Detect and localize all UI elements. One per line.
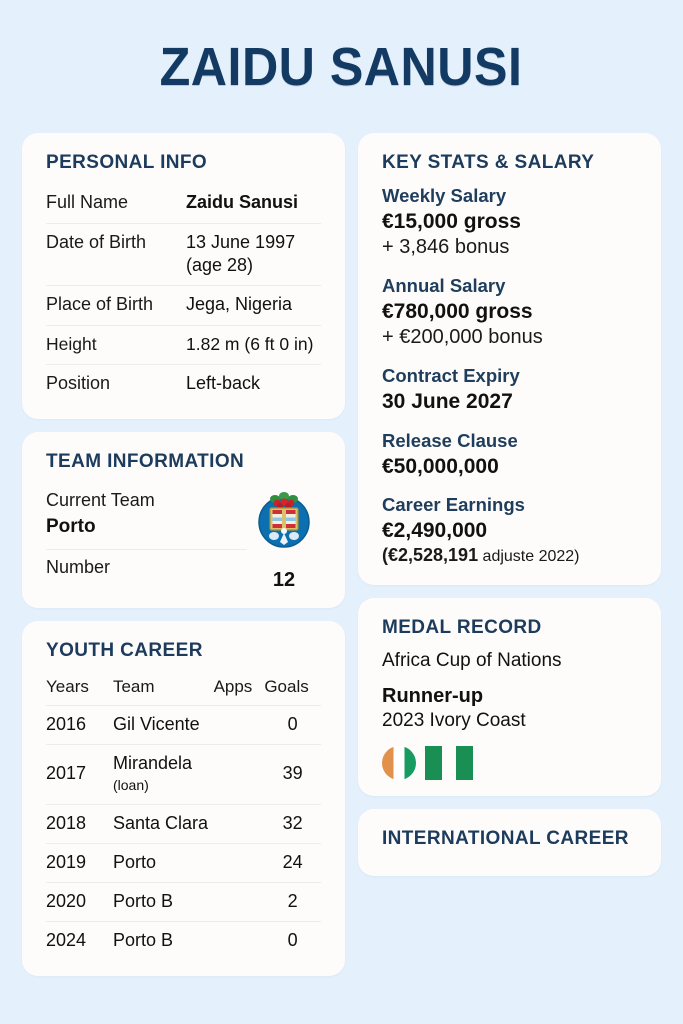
cell-team-name: Gil Vicente [112,713,200,734]
cell-team [105,882,214,921]
release-clause-label: Release Clause [382,429,518,451]
cell-years: 2024 [46,929,87,950]
medal-event-name: Africa Cup of Nations [382,650,562,672]
contract-expiry-block [382,364,637,415]
release-clause-value: €50,000,000 [382,454,499,478]
team-information-card [22,432,345,608]
career-earnings-value: €2,490,000 [382,519,488,543]
cell-apps [214,705,265,744]
cell-team [105,921,214,960]
annual-salary-block [382,274,637,350]
cell-team [105,744,214,804]
cell-team-name: Porto B [112,890,173,911]
column-header-goals: Goals [264,673,321,706]
medal-placement: Runner-up [382,685,484,708]
cell-goals: 0 [264,705,321,744]
table-row [46,365,321,403]
cell-apps [214,921,265,960]
porto-crest-icon [253,487,315,549]
position-value: Left-back [186,372,261,393]
key-stats-card [358,133,661,585]
table-row [46,286,321,325]
full-name-value: Zaidu Sanusi [186,192,299,213]
youth-career-table [46,673,321,960]
annual-salary-bonus: + €200,000 bonus [382,325,543,348]
cell-goals: 32 [264,804,321,843]
cell-team-name: Porto B [112,929,173,950]
left-column [22,133,345,976]
career-earnings-block [382,493,637,567]
cell-years: 2017 [46,744,105,804]
cell-team [105,843,214,882]
current-team-label: Current Team [46,490,155,511]
contract-expiry-value: 30 June 2027 [382,389,513,413]
international-career-card [358,809,661,876]
cards-grid [22,133,661,976]
table-row [46,804,321,843]
cell-apps [214,744,265,804]
table-row [46,326,321,365]
ivory-coast-flag-icon [382,746,416,780]
height-value: 1.82 m (6 ft 0 in) [186,333,314,354]
position-label: Position [46,372,111,393]
date-of-birth-value: 13 June 1997 (age 28) [186,231,296,276]
nigeria-flag-icon [425,746,473,780]
page-title: ZAIDU SANUSI [160,36,523,97]
full-name-label: Full Name [46,192,129,213]
page-header [0,0,683,133]
annual-salary-label: Annual Salary [382,275,506,297]
number-label: Number [46,557,111,578]
key-stats-title: KEY STATS & SALARY [382,152,595,173]
table-row [46,744,321,804]
release-clause-block [382,429,637,480]
weekly-salary-label: Weekly Salary [382,185,507,207]
international-career-title: INTERNATIONAL CAREER [382,827,629,849]
cell-team [105,804,214,843]
column-header-years: Years [46,673,105,706]
cell-team-note: (loan) [112,776,149,793]
annual-salary-value: €780,000 gross [382,300,533,324]
current-team-value: Porto [46,516,96,538]
cell-team [105,705,214,744]
place-of-birth-label: Place of Birth [46,294,154,315]
weekly-salary-block [382,184,637,260]
weekly-salary-value: €15,000 gross [382,210,521,234]
height-label: Height [46,333,97,354]
personal-info-title: PERSONAL INFO [46,152,208,173]
weekly-salary-bonus: + 3,846 bonus [382,236,510,259]
column-header-team: Team [105,673,214,706]
team-information-title: TEAM INFORMATION [46,451,245,473]
contract-expiry-label: Contract Expiry [382,364,520,386]
cell-goals: 0 [287,929,298,950]
cell-years: 2018 [46,804,105,843]
table-header-row [46,673,321,706]
youth-career-title: YOUTH CAREER [46,640,203,662]
cell-team-name: Santa Clara [112,812,209,833]
date-of-birth-label: Date of Birth [46,231,147,252]
cell-team-name: Porto [112,851,156,872]
youth-career-card [22,621,345,975]
table-row [46,843,321,882]
shirt-number-value: 12 [272,569,296,592]
medal-record-title: MEDAL RECORD [382,616,542,638]
table-row [46,882,321,921]
cell-goals: 39 [264,744,321,804]
flags-row [382,746,637,780]
cell-apps [214,843,265,882]
cell-years: 2019 [46,843,105,882]
medal-record-card [358,598,661,796]
number-row [46,550,247,590]
column-header-apps: Apps [214,673,265,706]
cell-apps [214,882,265,921]
place-of-birth-value: Jega, Nigeria [186,294,293,315]
career-earnings-adjusted-amount: (€2,528,191 [382,544,479,565]
right-column [358,133,661,976]
cell-goals: 24 [264,843,321,882]
career-earnings-adjusted [382,544,637,567]
career-earnings-label: Career Earnings [382,494,525,516]
cell-goals: 2 [264,882,321,921]
cell-team-name: Mirandela [112,752,193,773]
cell-years: 2020 [46,882,105,921]
medal-host-edition: 2023 Ivory Coast [382,710,526,732]
table-row [46,705,321,744]
cell-apps [214,804,265,843]
table-row [46,921,321,960]
table-row [46,224,321,287]
career-earnings-adjusted-note: adjuste 2022) [478,547,580,565]
personal-info-card [22,133,345,419]
current-team-row [46,483,247,550]
table-row [46,184,321,223]
cell-years: 2016 [46,705,105,744]
